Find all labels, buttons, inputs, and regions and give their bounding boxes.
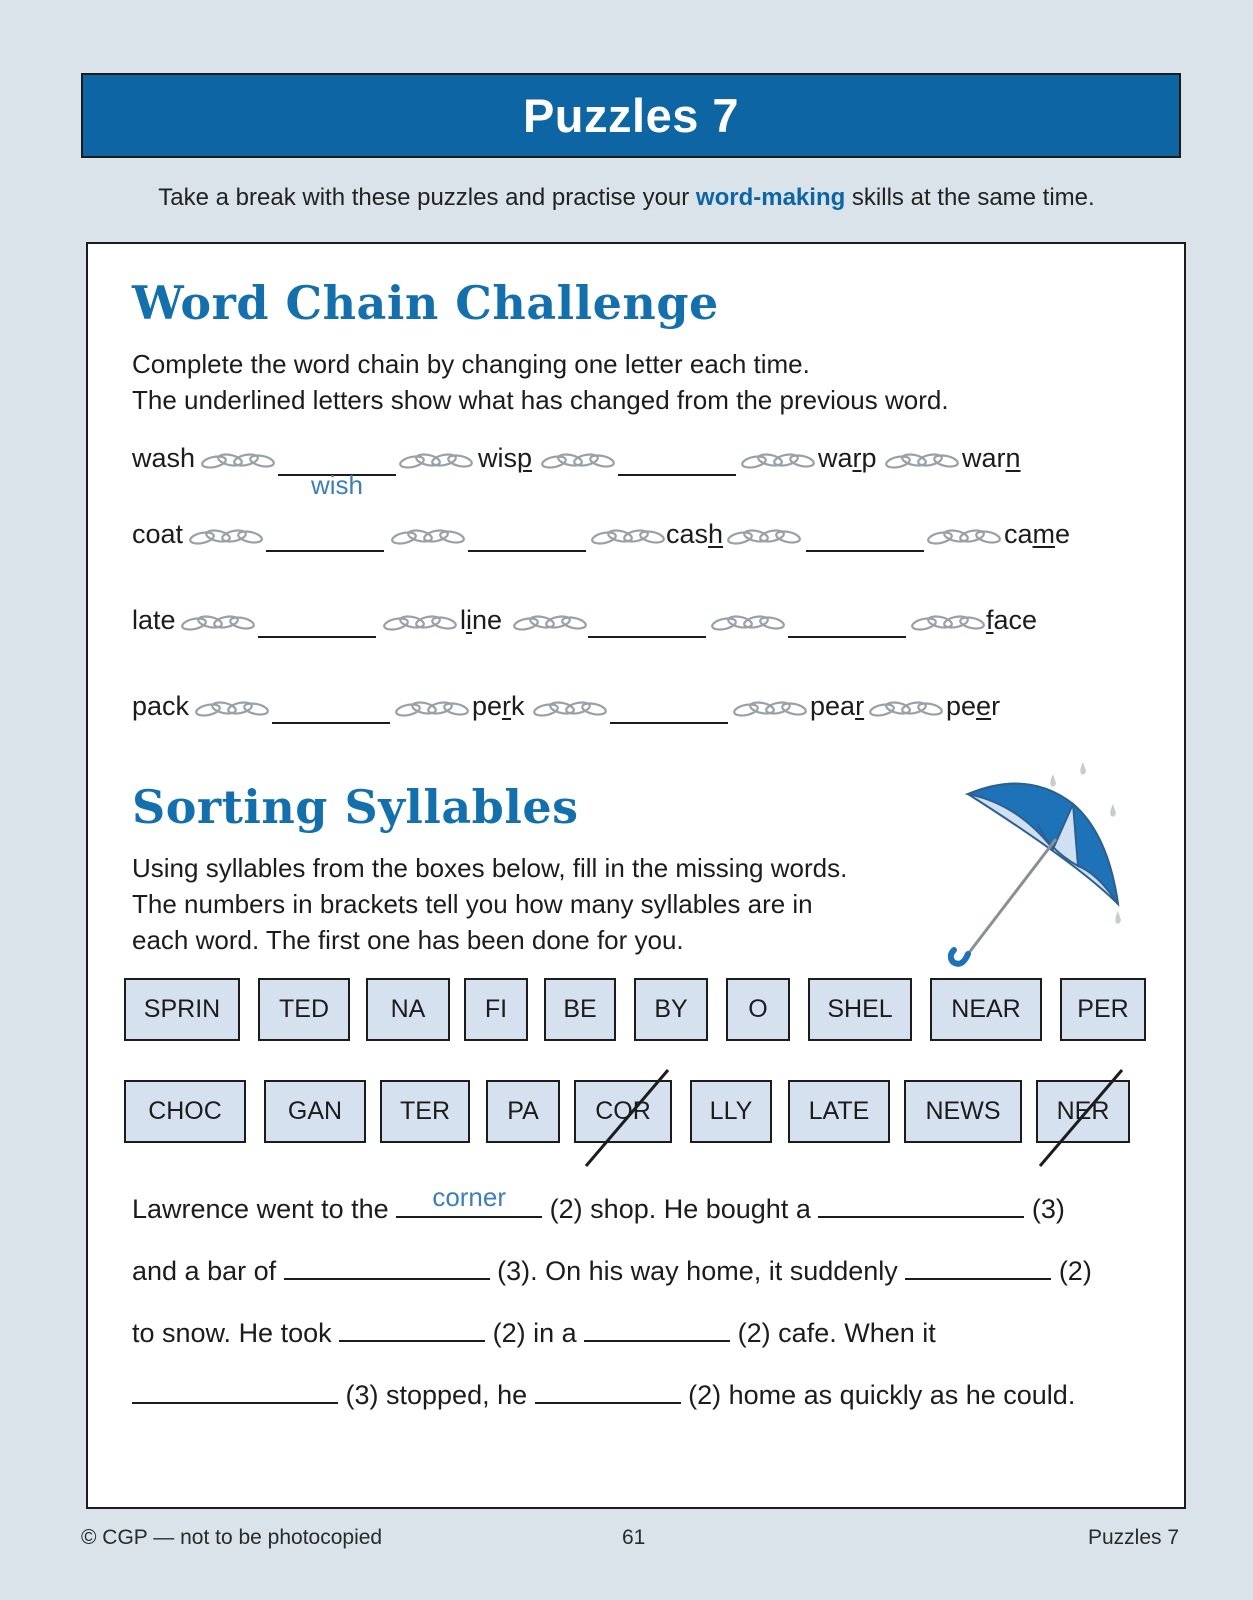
syllable-box: O xyxy=(726,978,790,1041)
footer-section-name: Puzzles 7 xyxy=(1088,1526,1180,1549)
chain-word xyxy=(1004,516,1070,552)
answer-blank[interactable] xyxy=(258,636,376,638)
chain-word xyxy=(986,602,1037,638)
page-title: Puzzles 7 xyxy=(522,89,740,142)
chain-word xyxy=(962,440,1021,476)
answer-blank[interactable] xyxy=(278,470,396,500)
syllable-box: PER xyxy=(1060,978,1146,1041)
chain-word xyxy=(946,688,1000,724)
word-part: cas xyxy=(666,519,709,549)
word-part: r xyxy=(991,691,1001,721)
word-part: ace xyxy=(993,605,1038,635)
syllable-box: BE xyxy=(544,978,616,1041)
chain-word xyxy=(666,516,723,552)
syllable-box: LLY xyxy=(690,1080,772,1143)
chain-row-3 xyxy=(132,602,1132,642)
answer-blank[interactable] xyxy=(588,636,706,638)
story-line-3 xyxy=(132,1312,936,1352)
word-part: wa xyxy=(818,443,853,473)
syllable-box: NEWS xyxy=(904,1080,1022,1143)
chain-link-icon xyxy=(740,449,816,471)
instruction-line: each word. The first one has been done for you. xyxy=(132,925,684,955)
word-part: k xyxy=(511,691,525,721)
story-line-1 xyxy=(132,1182,1065,1228)
syllable-box: TER xyxy=(380,1080,470,1143)
story-blank[interactable] xyxy=(339,1312,485,1342)
chain-link-icon xyxy=(884,449,960,471)
answer-blank[interactable] xyxy=(272,722,390,724)
intro-before: Take a break with these puzzles and practise your xyxy=(158,184,696,211)
title-banner xyxy=(81,73,1181,158)
chain-word xyxy=(810,688,864,724)
chain-link-icon xyxy=(926,525,1002,547)
chain-link-icon xyxy=(512,611,588,633)
chain-link-icon xyxy=(590,525,666,547)
chain-link-icon xyxy=(726,525,802,547)
story-text: (3). On his way home, it suddenly xyxy=(489,1256,906,1286)
answer-blank[interactable] xyxy=(266,550,384,552)
syllable-box: SPRIN xyxy=(124,978,240,1041)
syllable-box: LATE xyxy=(788,1080,890,1143)
story-line-4 xyxy=(132,1374,1075,1414)
story-blank[interactable] xyxy=(535,1374,681,1404)
intro-text xyxy=(0,184,1253,212)
answer-blank[interactable] xyxy=(788,636,906,638)
story-blank[interactable] xyxy=(132,1374,338,1404)
chain-link-icon xyxy=(868,697,944,719)
changed-letter: m xyxy=(1032,519,1056,549)
chain-row-4 xyxy=(132,688,1132,728)
word-part: e xyxy=(1055,519,1071,549)
syllable-box: SHEL xyxy=(808,978,912,1041)
chain-row-2 xyxy=(132,516,1132,556)
syllable-box: FI xyxy=(464,978,528,1041)
syllable-box: GAN xyxy=(264,1080,366,1143)
story-text: (2) cafe. When it xyxy=(730,1318,936,1348)
story-blank[interactable] xyxy=(396,1182,542,1218)
chain-link-icon xyxy=(194,697,270,719)
changed-letter: e xyxy=(976,691,992,721)
story-blank[interactable] xyxy=(818,1188,1024,1218)
chain-link-icon xyxy=(188,525,264,547)
word-part: wis xyxy=(478,443,517,473)
intro-after: skills at the same time. xyxy=(845,184,1095,211)
word-part: pea xyxy=(810,691,856,721)
story-text: Lawrence went to the xyxy=(132,1194,397,1224)
chain-link-icon xyxy=(398,449,474,471)
chain-link-icon xyxy=(390,525,466,547)
answer-blank[interactable] xyxy=(618,474,736,476)
chain-word xyxy=(818,440,877,476)
sorting-instructions xyxy=(132,850,847,958)
changed-letter: i xyxy=(466,605,472,635)
chain-link-icon xyxy=(180,611,256,633)
instruction-line: Complete the word chain by changing one letter each time. xyxy=(132,349,810,379)
word-part: p xyxy=(861,443,877,473)
word-part: ne xyxy=(472,605,503,635)
strike-mark xyxy=(1036,1066,1126,1170)
syllable-box: NER xyxy=(1036,1080,1130,1143)
syllable-box: TED xyxy=(258,978,350,1041)
chain-word xyxy=(472,688,525,724)
word-part: ca xyxy=(1004,519,1033,549)
chain-word: wash xyxy=(132,443,196,473)
answer-blank[interactable] xyxy=(610,722,728,724)
instruction-line: Using syllables from the boxes below, fill in the missing words. xyxy=(132,853,848,883)
story-text: (2) shop. He bought a xyxy=(542,1194,819,1224)
changed-letter: r xyxy=(855,691,865,721)
chain-link-icon xyxy=(200,449,276,471)
story-blank[interactable] xyxy=(905,1250,1051,1280)
story-text: (3) stopped, he xyxy=(338,1380,535,1410)
story-text: (3) xyxy=(1024,1194,1065,1224)
changed-letter: n xyxy=(1005,443,1021,473)
strike-mark xyxy=(582,1066,672,1170)
word-chain-title: Word Chain Challenge xyxy=(132,276,719,330)
footer-copyright: © CGP — not to be photocopied xyxy=(81,1526,383,1549)
syllable-box: NA xyxy=(366,978,450,1041)
word-part: pe xyxy=(472,691,503,721)
sorting-syllables-title: Sorting Syllables xyxy=(132,780,579,834)
changed-letter: r xyxy=(852,443,862,473)
changed-letter: r xyxy=(502,691,512,721)
story-text: (2) xyxy=(1051,1256,1092,1286)
story-text: and a bar of xyxy=(132,1256,284,1286)
chain-link-icon xyxy=(382,611,458,633)
puzzle-panel xyxy=(86,242,1186,1509)
story-text: to snow. He took xyxy=(132,1318,340,1348)
umbrella-icon xyxy=(948,754,1148,974)
story-blank[interactable] xyxy=(584,1312,730,1342)
footer-page-number: 61 xyxy=(622,1526,646,1549)
chain-link-icon xyxy=(710,611,786,633)
instruction-line: The numbers in brackets tell you how many syllables are in xyxy=(132,889,813,919)
story-line-2 xyxy=(132,1250,1092,1290)
chain-link-icon xyxy=(532,697,608,719)
chain-link-icon xyxy=(394,697,470,719)
changed-letter: p xyxy=(517,443,533,473)
story-text: (2) home as quickly as he could. xyxy=(680,1380,1076,1410)
intro-highlight: word-making xyxy=(695,184,846,211)
answer-text: wish xyxy=(310,470,363,500)
answer-blank[interactable] xyxy=(806,550,924,552)
answer-blank[interactable] xyxy=(468,550,586,552)
chain-link-icon xyxy=(540,449,616,471)
chain-word xyxy=(460,602,502,638)
word-chain-instructions xyxy=(132,346,949,418)
chain-link-icon xyxy=(910,611,986,633)
chain-word: late xyxy=(132,605,176,635)
chain-word xyxy=(478,440,532,476)
chain-link-icon xyxy=(732,697,808,719)
chain-word: pack xyxy=(132,691,190,721)
word-part: war xyxy=(962,443,1006,473)
story-blank[interactable] xyxy=(284,1250,490,1280)
syllable-box: COR xyxy=(574,1080,672,1143)
syllable-box: PA xyxy=(486,1080,560,1143)
syllable-box: NEAR xyxy=(930,978,1042,1041)
story-text: (2) in a xyxy=(485,1318,585,1348)
changed-letter: f xyxy=(986,605,994,635)
syllable-box: CHOC xyxy=(124,1080,246,1143)
story-answer: corner xyxy=(432,1182,507,1212)
syllable-box: BY xyxy=(634,978,708,1041)
word-part: l xyxy=(460,605,466,635)
changed-letter: h xyxy=(708,519,724,549)
chain-word: coat xyxy=(132,519,184,549)
instruction-line: The underlined letters show what has changed from the previous word. xyxy=(132,385,949,415)
word-part: pe xyxy=(946,691,977,721)
chain-row-1 xyxy=(132,440,1132,500)
